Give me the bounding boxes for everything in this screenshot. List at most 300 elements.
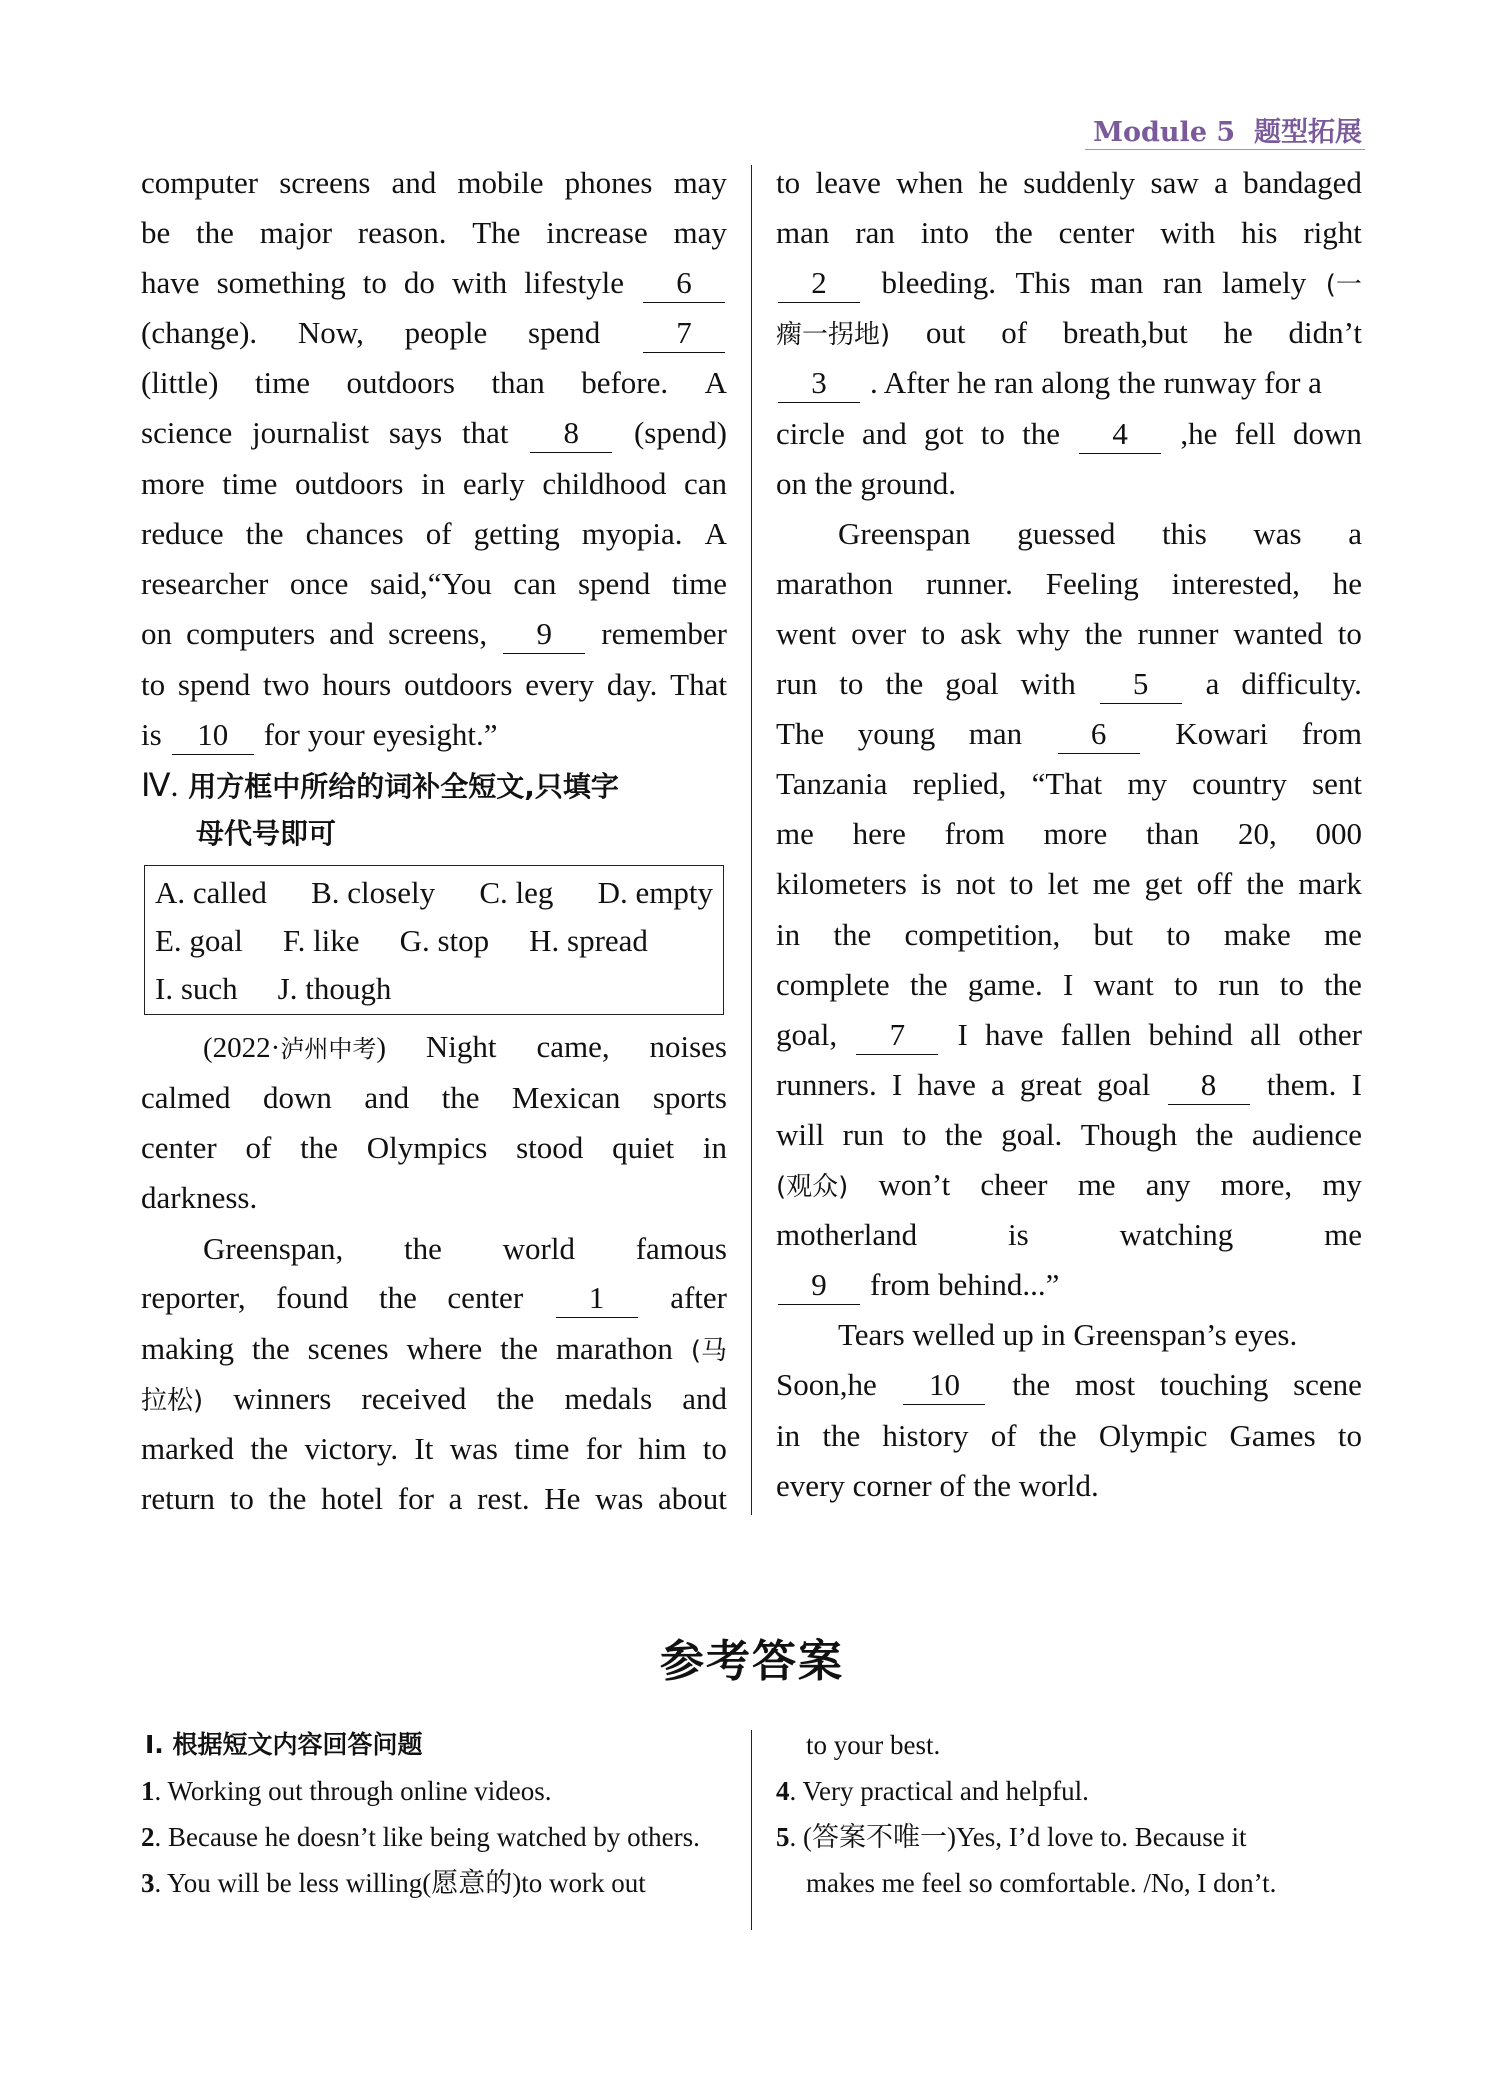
word: difficulty.	[1241, 666, 1362, 701]
word: may	[673, 165, 727, 200]
answer-number: 2	[141, 1822, 155, 1852]
word: major	[259, 215, 333, 250]
answer-blank[interactable]: 8	[1168, 1066, 1250, 1105]
text-line	[141, 663, 727, 707]
word: got	[923, 416, 964, 451]
answer-blank[interactable]: 9	[778, 1266, 860, 1305]
answer-text: . Very practical and helpful.	[789, 1776, 1089, 1806]
word: to	[776, 165, 801, 200]
word: goal	[945, 666, 999, 701]
module-header	[1060, 110, 1362, 149]
word: of	[245, 1130, 272, 1165]
word: 20,	[1238, 816, 1277, 851]
word: to	[362, 265, 387, 300]
text-line	[776, 512, 1362, 556]
text-line	[141, 1126, 727, 1170]
word: sent	[1312, 766, 1362, 801]
word: goal	[1097, 1067, 1151, 1102]
word: more	[141, 466, 205, 501]
source-tag: (2022·泸州中考)	[203, 1032, 386, 1064]
word: off	[1196, 866, 1233, 901]
module-label: Module 5	[1093, 117, 1236, 148]
text-line	[776, 712, 1362, 756]
text-line	[776, 1163, 1362, 1207]
column-divider	[751, 165, 752, 1515]
module-topic: 题型拓展	[1254, 117, 1362, 148]
word: I	[957, 1017, 968, 1052]
word: early	[462, 466, 525, 501]
word: every	[525, 667, 595, 702]
answer-item	[806, 1861, 1276, 1905]
word: the	[1012, 1367, 1051, 1402]
word: a	[1205, 666, 1220, 701]
word: this	[1161, 516, 1207, 551]
word-box-row	[155, 919, 713, 963]
word: a	[1348, 516, 1362, 551]
answers-title: 参考答案	[660, 1636, 844, 1687]
word: the	[1324, 967, 1362, 1002]
word-option: I. such	[155, 971, 238, 1006]
word: marked	[141, 1431, 234, 1466]
word: have	[917, 1067, 976, 1102]
word: the	[379, 1280, 417, 1315]
answer-text: to your best.	[806, 1730, 941, 1760]
text-line	[776, 1213, 1362, 1257]
word: center	[447, 1280, 524, 1315]
word: said,“You	[370, 566, 492, 601]
answer-number: 3	[141, 1868, 155, 1898]
word: with	[1160, 215, 1216, 250]
word: the	[250, 1431, 289, 1466]
word: I	[891, 1067, 903, 1102]
word: in	[702, 1130, 727, 1165]
word: time	[671, 566, 727, 601]
word: circle	[776, 416, 845, 451]
word: says	[388, 415, 443, 450]
text-line	[776, 1113, 1362, 1157]
word-option: E. goal	[155, 923, 243, 958]
answer-item	[141, 1815, 700, 1859]
word: spend	[527, 315, 601, 350]
word: runners.	[776, 1067, 877, 1102]
word: run	[776, 666, 818, 701]
answer-blank[interactable]: 7	[856, 1016, 938, 1055]
answer-blank[interactable]: 7	[643, 314, 725, 353]
word: the	[268, 1481, 307, 1516]
word: me	[1092, 866, 1131, 901]
word: Kowari	[1175, 716, 1269, 751]
word: his	[1241, 215, 1278, 250]
word: make	[1223, 917, 1291, 952]
word: was	[449, 1431, 498, 1466]
word: myopia.	[581, 516, 683, 551]
word-option: G. stop	[399, 923, 490, 958]
word: but	[1093, 917, 1134, 952]
word: won’t	[878, 1167, 951, 1202]
answer-number: 5	[776, 1822, 790, 1852]
word: me	[1077, 1167, 1116, 1202]
word: and	[329, 616, 375, 651]
word: came,	[536, 1029, 610, 1064]
text-line	[141, 211, 727, 255]
word: (little)	[141, 365, 219, 400]
text-line	[776, 361, 1362, 405]
word: Greenspan	[838, 516, 971, 551]
word: he	[1223, 315, 1253, 350]
text-line	[776, 963, 1362, 1007]
word-option: A. called	[155, 875, 267, 910]
word: quiet	[612, 1130, 675, 1165]
word: calmed	[141, 1080, 231, 1115]
word: scenes	[307, 1331, 389, 1366]
word: was	[595, 1481, 644, 1516]
text-line	[141, 1227, 727, 1271]
word: darkness.	[141, 1180, 258, 1215]
text-line	[141, 161, 727, 205]
word: computer	[141, 165, 259, 200]
answer-text: makes me feel so comfortable. /No, I don’t.	[806, 1868, 1277, 1898]
word: time	[254, 365, 311, 400]
word: run	[842, 1117, 884, 1152]
word: (一	[1325, 270, 1362, 300]
answer-blank[interactable]: 1	[556, 1279, 638, 1318]
word: the	[1022, 416, 1060, 451]
word: The	[472, 215, 521, 250]
word: (change).	[141, 315, 258, 350]
text-line	[776, 1263, 1362, 1307]
word: . After he ran along the runway for a	[870, 365, 1322, 400]
answer-item	[806, 1723, 940, 1767]
word: outdoors	[295, 466, 404, 501]
word: great	[1019, 1067, 1082, 1102]
word: famous	[635, 1231, 727, 1266]
word: for	[397, 1481, 434, 1516]
word: out	[925, 315, 966, 350]
word: complete	[776, 967, 890, 1002]
word: phones	[564, 165, 653, 200]
word: It	[414, 1431, 434, 1466]
word: chances	[305, 516, 404, 551]
word: something	[216, 265, 346, 300]
text-line	[141, 361, 727, 405]
word: to	[1337, 616, 1362, 651]
text-line	[776, 612, 1362, 656]
word: to	[229, 1481, 254, 1516]
word: Tears welled up in Greenspan’s eyes.	[838, 1317, 1298, 1352]
answer-item	[776, 1815, 1246, 1859]
word: Night	[425, 1029, 497, 1064]
word: getting	[473, 516, 560, 551]
word: country	[1192, 766, 1287, 801]
word: to	[1166, 917, 1191, 952]
word: and	[391, 165, 437, 200]
text-line	[141, 562, 727, 606]
word-box	[144, 865, 724, 1015]
word: marathon	[776, 566, 894, 601]
text-line	[141, 512, 727, 556]
word: a	[448, 1481, 463, 1516]
word: stood	[516, 1130, 584, 1165]
word: time	[514, 1431, 570, 1466]
word: (马	[690, 1336, 727, 1366]
word: remember	[601, 616, 727, 651]
word: center	[141, 1130, 217, 1165]
answer-blank[interactable]: 3	[778, 364, 860, 403]
text-line	[141, 411, 727, 455]
word: not	[955, 866, 996, 901]
word: the	[1038, 1418, 1077, 1453]
word: and	[682, 1381, 727, 1416]
answer-blank[interactable]: 10	[172, 716, 254, 755]
word: audience	[1251, 1117, 1362, 1152]
word: goal.	[1001, 1117, 1063, 1152]
word: fell	[1234, 416, 1276, 451]
text-line	[776, 762, 1362, 806]
word: about	[658, 1481, 727, 1516]
answer-text: . (答案不唯一)Yes, I’d love to. Because it	[789, 1822, 1247, 1852]
answer-blank[interactable]: 6	[643, 264, 725, 303]
word: to	[902, 1117, 927, 1152]
word: in	[776, 917, 801, 952]
word: marathon	[555, 1331, 673, 1366]
answer-blank[interactable]: 10	[903, 1366, 985, 1405]
word: the	[1246, 866, 1285, 901]
word: Soon,he	[776, 1367, 877, 1402]
word: from	[944, 816, 1005, 851]
word: my	[1322, 1167, 1362, 1202]
text-line	[776, 1313, 1362, 1357]
word: return	[141, 1481, 216, 1516]
word: kilometers	[776, 866, 907, 901]
word: have	[141, 265, 200, 300]
word: down	[1293, 416, 1362, 451]
text-line	[141, 1276, 727, 1320]
word: reason.	[357, 215, 447, 250]
word: will	[776, 1117, 825, 1152]
answer-item	[141, 1861, 646, 1905]
word: me	[1324, 917, 1362, 952]
answer-blank[interactable]: 8	[530, 414, 612, 453]
word: went	[776, 616, 837, 651]
section-4-heading-line2: 母代号即可	[196, 817, 337, 850]
word: screens	[279, 165, 371, 200]
word: want	[1093, 967, 1154, 1002]
text-line	[141, 1076, 727, 1120]
word: my	[1127, 766, 1167, 801]
word: to	[141, 667, 166, 702]
word: spend	[177, 667, 251, 702]
word: journalist	[251, 415, 370, 450]
word: outdoors	[403, 667, 513, 702]
word: from behind...”	[870, 1267, 1060, 1302]
word: the	[496, 1381, 535, 1416]
text-line	[776, 1464, 1362, 1508]
answer-item	[141, 1769, 552, 1813]
text-line	[776, 1414, 1362, 1458]
word: to	[702, 1431, 727, 1466]
word: hours	[322, 667, 392, 702]
word: get	[1144, 866, 1183, 901]
word: A	[704, 365, 727, 400]
word: of	[425, 516, 452, 551]
word: run	[1218, 967, 1260, 1002]
word: guessed	[1017, 516, 1116, 551]
word-option: B. closely	[311, 875, 436, 910]
word: eyesight.”	[372, 717, 498, 752]
word: history	[882, 1418, 969, 1453]
word: computers	[186, 616, 316, 651]
word: two	[263, 667, 310, 702]
answer-number: 1	[141, 1776, 155, 1806]
section-title: 用方框中所给的词补全短文,只填字	[188, 770, 619, 803]
text-line	[776, 161, 1362, 205]
word: man	[968, 716, 1023, 751]
word: screens,	[388, 616, 488, 651]
word: most	[1074, 1367, 1136, 1402]
word: didn’t	[1288, 315, 1362, 350]
text-line	[141, 1327, 727, 1371]
word: replied,	[912, 766, 1007, 801]
word: competition,	[904, 917, 1061, 952]
word: touching	[1159, 1367, 1269, 1402]
word: here	[852, 816, 906, 851]
word: day.	[606, 667, 658, 702]
word: the	[944, 1117, 983, 1152]
word: the	[822, 1418, 861, 1453]
word: once	[289, 566, 349, 601]
word: the	[833, 917, 872, 952]
word: sports	[652, 1080, 727, 1115]
word: have	[985, 1017, 1044, 1052]
word: the	[404, 1231, 442, 1266]
word: where	[406, 1331, 483, 1366]
text-line	[141, 261, 727, 305]
word: down	[262, 1080, 332, 1115]
word: the	[885, 666, 924, 701]
text-line	[776, 562, 1362, 606]
word: lifestyle	[524, 265, 624, 300]
word: to	[1279, 967, 1304, 1002]
word: breath,but	[1062, 315, 1188, 350]
word: 瘸一拐地)	[776, 320, 891, 350]
word: with	[451, 265, 508, 300]
answer-blank[interactable]: 6	[1058, 715, 1140, 754]
text-line	[776, 1363, 1362, 1407]
word: (观众)	[776, 1172, 849, 1202]
word: than	[1145, 816, 1200, 851]
word: before.	[581, 365, 669, 400]
word: the	[1084, 616, 1123, 651]
word: of	[990, 1418, 1017, 1453]
word: world	[502, 1231, 575, 1266]
word: them.	[1266, 1067, 1337, 1102]
word: A	[704, 516, 727, 551]
word: to	[921, 616, 946, 651]
text-line	[776, 1063, 1362, 1107]
word: from	[1301, 716, 1362, 751]
word: with	[1020, 666, 1076, 701]
word: behind	[1148, 1017, 1233, 1052]
word: on	[141, 616, 172, 651]
word: scene	[1293, 1367, 1362, 1402]
word: He	[544, 1481, 581, 1516]
word: the	[245, 516, 284, 551]
word: be	[141, 215, 171, 250]
word: more,	[1220, 1167, 1293, 1202]
word: the	[300, 1130, 338, 1165]
word: center	[1058, 215, 1135, 250]
text-line	[141, 1377, 727, 1421]
word: the	[500, 1331, 538, 1366]
word: the	[441, 1080, 480, 1115]
word: the	[251, 1331, 290, 1366]
section-numeral: Ⅳ.	[141, 767, 179, 803]
word: goal,	[776, 1017, 838, 1052]
word: him	[638, 1431, 687, 1466]
answer-blank[interactable]: 4	[1079, 415, 1161, 454]
answers-column-divider	[751, 1730, 752, 1930]
word: mobile	[457, 165, 544, 200]
word: reporter,	[141, 1280, 246, 1315]
text-line	[141, 713, 727, 757]
word-option: J. though	[277, 971, 392, 1006]
word: saw	[1150, 165, 1199, 200]
word: received	[361, 1381, 467, 1416]
answer-text: . Because he doesn’t like being watched by others.	[154, 1822, 700, 1852]
word: motherland	[776, 1217, 918, 1252]
word: suddenly	[1023, 165, 1136, 200]
word: I	[1351, 1067, 1362, 1102]
answer-blank[interactable]: 5	[1100, 665, 1182, 704]
word-option: C. leg	[479, 875, 554, 910]
word: the	[909, 967, 948, 1002]
word: to	[1009, 866, 1034, 901]
word: is	[920, 866, 942, 901]
word: into	[920, 215, 969, 250]
word: I	[1062, 967, 1074, 1002]
word: medals	[564, 1381, 653, 1416]
word: me	[1324, 1217, 1362, 1252]
answer-number: 4	[776, 1776, 790, 1806]
word: victory.	[304, 1431, 399, 1466]
word: spend	[577, 566, 651, 601]
word: Feeling	[1045, 566, 1139, 601]
word: science	[141, 415, 233, 450]
word-option: D. empty	[597, 875, 713, 910]
word: can	[513, 566, 557, 601]
text-line	[141, 1025, 727, 1069]
word: Olympic	[1098, 1418, 1208, 1453]
word: watching	[1119, 1217, 1234, 1252]
answer-blank[interactable]: 9	[503, 615, 585, 654]
word: cheer	[980, 1167, 1048, 1202]
text-line	[141, 462, 727, 506]
text-line	[776, 812, 1362, 856]
word: can	[683, 466, 727, 501]
word: people	[404, 315, 488, 350]
word: mark	[1298, 866, 1362, 901]
word: other	[1298, 1017, 1362, 1052]
word: let	[1047, 866, 1079, 901]
word: every corner of the world.	[776, 1468, 1099, 1503]
word: to	[839, 666, 864, 701]
word: ran	[1162, 265, 1203, 300]
word: than	[491, 365, 545, 400]
word: and	[364, 1080, 410, 1115]
word: why	[1016, 616, 1070, 651]
word: to	[1337, 1418, 1362, 1453]
answer-blank[interactable]: 2	[778, 264, 860, 303]
